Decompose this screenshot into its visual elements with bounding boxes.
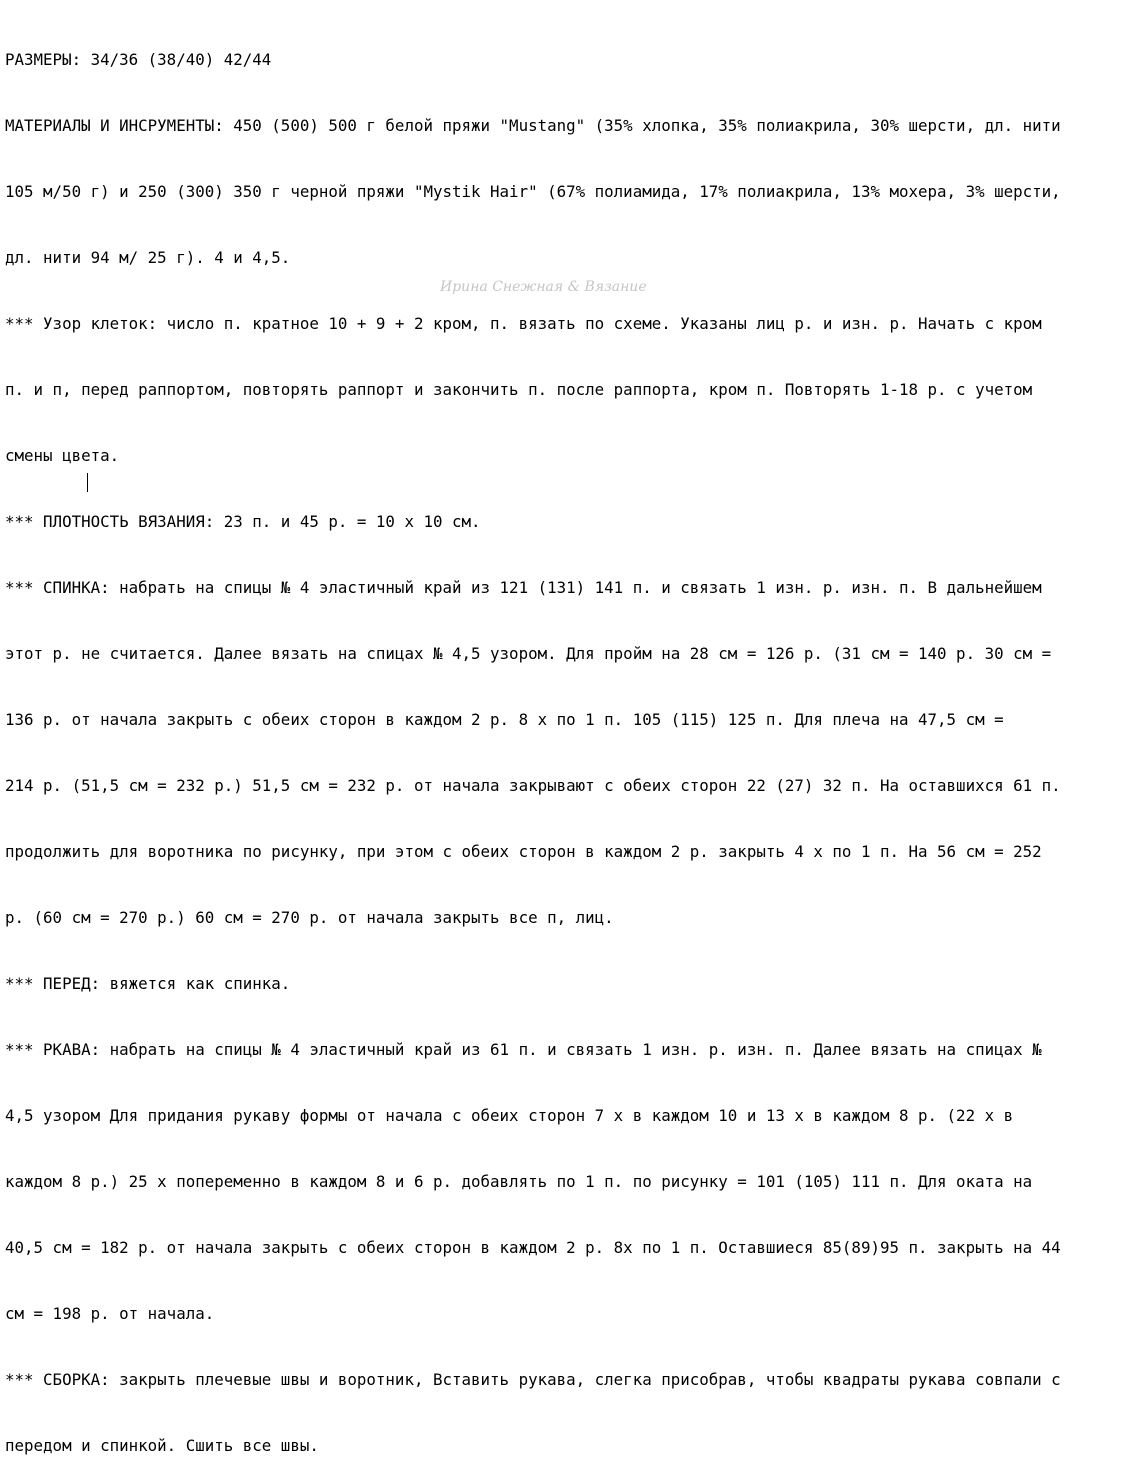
watermark: Ирина Снежная & Вязание [440, 279, 647, 295]
text-line: *** РКАВА: набрать на спицы № 4 эластичный край из 61 п. и связать 1 изн. р. изн. п. Далее вязать на спицах № [5, 1040, 1042, 1059]
text-line: 4,5 узором Для придания рукаву формы от начала с обеих сторон 7 х в каждом 10 и 13 х в каждом 8 р. (22 х в [5, 1106, 1014, 1125]
document-text[interactable] [5, 5, 1117, 1479]
text-line: *** ПЛОТНОСТЬ ВЯЗАНИЯ: 23 п. и 45 р. = 10 х 10 см. [5, 512, 481, 531]
text-line: передом и спинкой. Сшить все швы. [5, 1436, 319, 1455]
text-line: п. и п, перед раппортом, повторять раппорт и закончить п. после раппорта, кром п. Повторять 1-18 р. с учетом [5, 380, 1033, 399]
text-line: каждом 8 р.) 25 х попеременно в каждом 8 и 6 р. добавлять по 1 п. по рисунку = 101 (105) 111 п. Для оката на [5, 1172, 1033, 1191]
text-line: продолжить для воротника по рисунку, при этом с обеих сторон в каждом 2 р. закрыть 4 х по 1 п. На 56 см = 252 [5, 842, 1042, 861]
text-line: 105 м/50 г) и 250 (300) 350 г черной пряжи "Mystik Hair" (67% полиамида, 17% полиакрила, 13% мохера, 3% шерсти, [5, 182, 1061, 201]
text-line: *** СБОРКА: закрыть плечевые швы и воротник, Вставить рукава, слегка присобрав, чтобы квадраты рукава совпали с [5, 1370, 1061, 1389]
text-cursor [87, 473, 88, 492]
text-line: *** СПИНКА: набрать на спицы № 4 эластичный край из 121 (131) 141 п. и связать 1 изн. р. изн. п. В дальнейшем [5, 578, 1042, 597]
text-line: 214 р. (51,5 см = 232 р.) 51,5 см = 232 р. от начала закрывают с обеих сторон 22 (27) 32 п. На оставшихся 61 п. [5, 776, 1061, 795]
text-line: 136 р. от начала закрыть с обеих сторон в каждом 2 р. 8 х по 1 п. 105 (115) 125 п. Для плеча на 47,5 см = [5, 710, 1004, 729]
text-line: этот р. не считается. Далее вязать на спицах № 4,5 узором. Для пройм на 28 см = 126 р. (31 см = 140 р. 30 см = [5, 644, 1052, 663]
text-line: *** Узор клеток: число п. кратное 10 + 9 + 2 кром, п. вязать по схеме. Указаны лиц р. и изн. р. Начать с кром [5, 314, 1042, 333]
text-line: РАЗМЕРЫ: 34/36 (38/40) 42/44 [5, 50, 272, 69]
text-line: см = 198 р. от начала. [5, 1304, 215, 1323]
text-line: дл. нити 94 м/ 25 г). 4 и 4,5. [5, 248, 291, 267]
text-line: 40,5 см = 182 р. от начала закрыть с обеих сторон в каждом 2 р. 8х по 1 п. Оставшиеся 85(89)95 п. закрыть на 44 [5, 1238, 1061, 1257]
text-line: р. (60 см = 270 р.) 60 см = 270 р. от начала закрыть все п, лиц. [5, 908, 614, 927]
text-line: смены цвета. [5, 446, 120, 465]
text-line: *** ПЕРЕД: вяжется как спинка. [5, 974, 291, 993]
text-line: МАТЕРИАЛЫ И ИНСРУМЕНТЫ: 450 (500) 500 г белой пряжи "Mustang" (35% хлопка, 35% полиакрила, 30% шерсти, дл. нити [5, 116, 1061, 135]
